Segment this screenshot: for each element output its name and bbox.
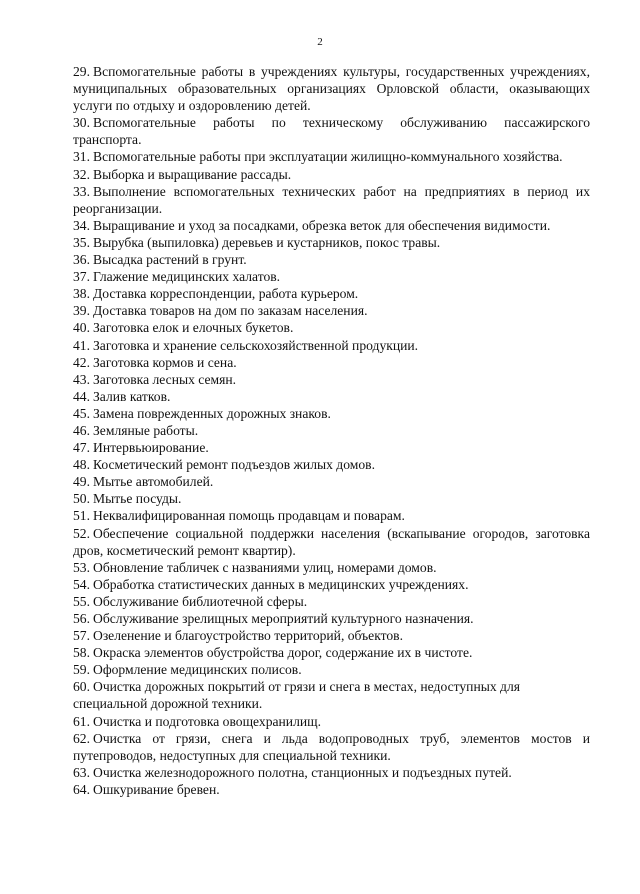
- list-item: [73, 781, 590, 798]
- list-item: [73, 473, 590, 490]
- list-item: [73, 251, 590, 268]
- item-text: Очистка железнодорожного полотна, станционных и подъездных путей.: [93, 764, 512, 780]
- item-number: 38.: [73, 286, 90, 302]
- item-number: 59.: [73, 662, 90, 678]
- list-item: [73, 268, 590, 285]
- list-item: [73, 114, 590, 148]
- item-number: 44.: [73, 388, 90, 404]
- item-text: Заготовка елок и елочных букетов.: [93, 320, 294, 336]
- item-text: Заготовка лесных семян.: [93, 371, 237, 387]
- list-item: [73, 217, 590, 234]
- item-text: Мытье посуды.: [93, 491, 182, 507]
- list-item: [73, 234, 590, 251]
- item-text: Залив катков.: [93, 388, 171, 404]
- item-number: 61.: [73, 713, 90, 729]
- item-text: Окраска элементов обустройства дорог, содержание их в чистоте.: [93, 645, 473, 661]
- list-item: [73, 148, 590, 165]
- list-item: [73, 678, 543, 712]
- item-text: Выборка и выращивание рассады.: [93, 166, 292, 182]
- item-number: 63.: [73, 764, 90, 780]
- item-number: 53.: [73, 559, 90, 575]
- item-text: Обработка статистических данных в медицинских учреждениях.: [93, 576, 469, 592]
- item-text: Очистка дорожных покрытий от грязи и снега в местах, недоступных для специальной дорожной техники.: [73, 679, 521, 712]
- item-number: 39.: [73, 303, 90, 319]
- item-number: 46.: [73, 422, 90, 438]
- item-number: 52.: [73, 525, 90, 541]
- list-item: [73, 525, 590, 559]
- item-number: 50.: [73, 491, 90, 507]
- list-item: [73, 610, 590, 627]
- item-number: 58.: [73, 645, 90, 661]
- item-text: Обеспечение социальной поддержки населения (вскапывание огородов, заготовка дров, косметический ремонт квартир).: [73, 525, 590, 558]
- list-item: [73, 593, 590, 610]
- item-text: Высадка растений в грунт.: [93, 252, 247, 268]
- item-number: 47.: [73, 440, 90, 456]
- item-text: Выполнение вспомогательных технических работ на предприятиях в период их реорганизации.: [73, 183, 590, 216]
- item-number: 64.: [73, 781, 90, 797]
- list-item: [73, 63, 590, 114]
- item-number: 60.: [73, 679, 90, 695]
- list-item: [73, 576, 590, 593]
- list-item: [73, 285, 590, 302]
- work-types-list: [73, 63, 590, 798]
- list-item: [73, 507, 590, 524]
- item-text: Оформление медицинских полисов.: [93, 662, 302, 678]
- list-item: [73, 319, 590, 336]
- item-number: 51.: [73, 508, 90, 524]
- item-number: 35.: [73, 234, 90, 250]
- item-text: Интервьюирование.: [93, 440, 209, 456]
- item-text: Глажение медицинских халатов.: [93, 269, 281, 285]
- item-text: Ошкуривание бревен.: [93, 781, 220, 797]
- list-item: [73, 627, 590, 644]
- item-text: Земляные работы.: [93, 422, 199, 438]
- item-text: Вырубка (выпиловка) деревьев и кустарников, покос травы.: [93, 234, 441, 250]
- item-text: Доставка корреспонденции, работа курьером.: [93, 286, 359, 302]
- item-text: Обслуживание зрелищных мероприятий культурного назначения.: [93, 611, 474, 626]
- list-item: [73, 730, 590, 764]
- item-number: 49.: [73, 474, 90, 490]
- item-text: Обслуживание библиотечной сферы.: [93, 593, 308, 609]
- page-number: 2: [317, 36, 323, 48]
- item-number: 42.: [73, 354, 90, 370]
- item-text: Вспомогательные работы по техническому обслуживанию пассажирского транспорта.: [73, 115, 590, 148]
- item-number: 43.: [73, 371, 90, 387]
- item-number: 34.: [73, 217, 90, 233]
- list-item: [73, 371, 590, 388]
- item-text: Мытье автомобилей.: [93, 474, 214, 490]
- item-text: Очистка от грязи, снега и льда водопроводных труб, элементов мостов и путепроводов, недоступных для специальной техники.: [73, 730, 590, 763]
- list-item: [73, 559, 590, 576]
- item-text: Косметический ремонт подъездов жилых домов.: [93, 457, 375, 473]
- list-item: [73, 354, 590, 371]
- item-text: Заготовка кормов и сена.: [93, 354, 237, 370]
- list-item: [73, 764, 590, 781]
- item-text: Обновление табличек с названиями улиц, номерами домов.: [93, 559, 437, 575]
- item-number: 32.: [73, 166, 90, 182]
- item-number: 48.: [73, 457, 90, 473]
- list-item: [73, 713, 590, 730]
- list-item: [73, 439, 590, 456]
- item-number: 29.: [73, 64, 90, 79]
- item-number: 56.: [73, 611, 90, 626]
- item-number: 57.: [73, 628, 90, 644]
- item-text: Неквалифицированная помощь продавцам и поварам.: [93, 508, 405, 524]
- list-item: [73, 302, 590, 319]
- list-item: [73, 490, 590, 507]
- item-number: 41.: [73, 337, 90, 353]
- item-number: 33.: [73, 183, 90, 199]
- item-text: Вспомогательные работы при эксплуатации жилищно-коммунального хозяйства.: [93, 149, 563, 165]
- list-item: [73, 661, 590, 678]
- item-text: Озеленение и благоустройство территорий, объектов.: [93, 628, 403, 644]
- item-number: 45.: [73, 405, 90, 421]
- item-text: Выращивание и уход за посадками, обрезка веток для обеспечения видимости.: [93, 217, 551, 233]
- item-text: Вспомогательные работы в учреждениях культуры, государственных учреждениях, муниципальных образовательных организациях Орловской области, оказывающих услуги по отдыху и оздоровлению детей.: [73, 64, 590, 114]
- item-number: 62.: [73, 730, 90, 746]
- list-item: [73, 405, 590, 422]
- item-number: 40.: [73, 320, 90, 336]
- item-text: Замена поврежденных дорожных знаков.: [93, 405, 331, 421]
- item-text: Заготовка и хранение сельскохозяйственной продукции.: [93, 337, 419, 353]
- item-number: 37.: [73, 269, 90, 285]
- list-item: [73, 166, 590, 183]
- list-item: [73, 183, 590, 217]
- item-number: 30.: [73, 115, 90, 131]
- list-item: [73, 337, 590, 354]
- item-text: Доставка товаров на дом по заказам населения.: [93, 303, 368, 319]
- item-text: Очистка и подготовка овощехранилищ.: [93, 713, 322, 729]
- item-number: 54.: [73, 576, 90, 592]
- list-item: [73, 456, 590, 473]
- list-item: [73, 422, 590, 439]
- item-number: 31.: [73, 149, 90, 165]
- list-item: [73, 388, 590, 405]
- list-item: [73, 644, 590, 661]
- item-number: 36.: [73, 252, 90, 268]
- item-number: 55.: [73, 593, 90, 609]
